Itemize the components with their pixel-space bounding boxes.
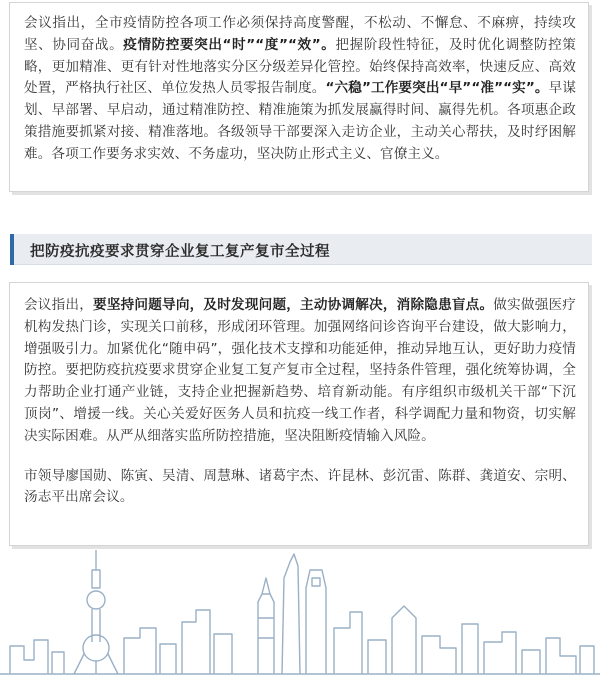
bold-highlight-liuwen: “六稳”工作要突出“早”“准”“实”。 xyxy=(325,80,549,97)
paragraph-text: 会议指出，全市疫情防控各项工作必须保持高度警醒，不松动、不懈怠、不麻痹，持续攻坚、协同奋战。 xyxy=(24,15,576,53)
section-heading xyxy=(10,234,592,265)
paragraph-problem-oriented xyxy=(24,295,576,448)
city-skyline-illustration xyxy=(0,548,600,676)
bold-highlight-problem-oriented: 要坚持问题导向，及时发现问题，主动协调解决，消除隐患盲点。 xyxy=(93,297,494,313)
article-card-2 xyxy=(9,282,589,546)
paragraph-text: 会议指出， xyxy=(24,297,94,313)
bold-highlight-shi-du-xiao: 疫情防控要突出“时”“度”“效”。 xyxy=(123,36,336,53)
paragraph-text: 把握阶段性特征，及时优化调整防控策略，更加精准、更有针对性地落实分区分级差异化管控。始终保持高效率，快速反应、高效处置，严格执行社区、单位发热人员零报告制度。 xyxy=(24,36,576,97)
paragraph-text: 早谋划、早部署、早启动，通过精准防控、精准施策为抓发展赢得时间、赢得先机。各项惠企政策措施要抓紧对接、精准落地。各级领导干部要深入走访企业，主动关心帮扶，及时纾困解难。各项工作要务求实效、不务虚功，坚决防止形式主义、官僚主义。 xyxy=(24,80,577,162)
section-title: 把防疫抗疫要求贯穿企业复工复产复市全过程 xyxy=(30,244,330,260)
paragraph-text: 做实做强医疗机构发热门诊，实现关口前移，形成闭环管理。加强网络问诊咨询平台建设，做大影响力，增强吸引力。加紧优化“随申码”，强化技术支撑和功能延伸，推动异地互认，更好助力疫情防控。要把防疫抗疫要求贯穿企业复工复产复市全过程，坚持条件管理，强化统筹协调，全力帮助企业打通产业链，支持企业把握新趋势、培育新动能。有序组织市级机关干部“下沉顶岗”、增援一线。关心关爱好医务人员和抗疫一线工作者，科学调配力量和物资，切实解决实际困难。从严从细落实监所防控措施，坚决阻断疫情输入风险。 xyxy=(24,297,576,444)
paragraph-attendees: 市领导廖国勋、陈寅、吴清、周慧琳、诸葛宇杰、许昆林、彭沉雷、陈群、龚道安、宗明、汤志平出席会议。 xyxy=(24,467,576,506)
article-card-1 xyxy=(9,2,589,192)
paragraph-meeting-points xyxy=(24,13,576,166)
section-accent-bar xyxy=(10,234,14,265)
